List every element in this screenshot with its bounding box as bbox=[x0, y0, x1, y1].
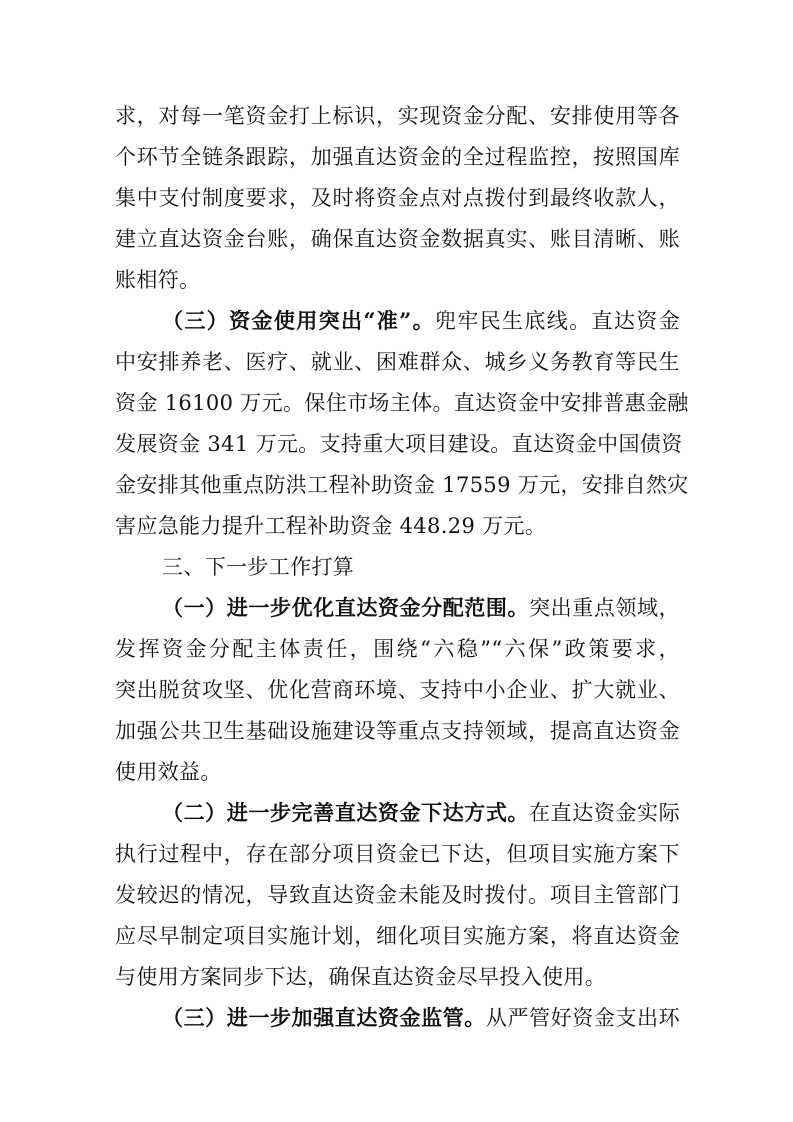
body-line: 中安排养老、医疗、就业、困难群众、城乡义务教育等民生 bbox=[115, 350, 680, 374]
subsection-heading: （二）进一步完善直达资金下达方式。 bbox=[162, 800, 530, 825]
body-line: 建立直达资金台账，确保直达资金数据真实、账目清晰、账 bbox=[115, 227, 680, 251]
body-line: 账相符。 bbox=[115, 268, 201, 292]
body-line: 集中支付制度要求，及时将资金点对点拨付到最终收款人， bbox=[115, 186, 680, 210]
subsection-heading: （三）进一步加强直达资金监管。 bbox=[162, 1005, 486, 1030]
body-line: 资金 16100 万元。保住市场主体。直达资金中安排普惠金融 bbox=[115, 391, 689, 415]
body-line: 发展资金 341 万元。支持重大项目建设。直达资金中国债资 bbox=[115, 432, 683, 456]
body-line: 个环节全链条跟踪，加强直达资金的全过程监控，按照国库 bbox=[115, 145, 680, 169]
body-line: 使用效益。 bbox=[115, 760, 222, 784]
body-line: 与使用方案同步下达，确保直达资金尽早投入使用。 bbox=[115, 965, 607, 989]
subsection-line: （二）进一步完善直达资金下达方式。在直达资金实际 bbox=[162, 800, 681, 825]
body-line: 应尽早制定项目实施计划，细化项目实施方案，将直达资金 bbox=[115, 924, 680, 948]
section-heading: 三、下一步工作打算 bbox=[162, 555, 355, 579]
body-line: 求，对每一笔资金打上标识，实现资金分配、安排使用等各 bbox=[115, 104, 680, 128]
body-line: 突出脱贫攻坚、优化营商环境、支持中小企业、扩大就业、 bbox=[115, 678, 680, 702]
subsection-line: （三）资金使用突出“准”。兜牢民生底线。直达资金 bbox=[162, 308, 680, 333]
body-line: 发挥资金分配主体责任，围绕“六稳”“六保”政策要求， bbox=[115, 637, 680, 661]
body-line: 金安排其他重点防洪工程补助资金 17559 万元，安排自然灾 bbox=[115, 473, 689, 497]
subsection-line: （一）进一步优化直达资金分配范围。突出重点领域， bbox=[162, 595, 681, 620]
subsection-heading: （一）进一步优化直达资金分配范围。 bbox=[162, 595, 530, 620]
body-line: 执行过程中，存在部分项目资金已下达，但项目实施方案下 bbox=[115, 842, 680, 866]
body-line: 发较迟的情况，导致直达资金未能及时拨付。项目主管部门 bbox=[115, 883, 680, 907]
subsection-line: （三）进一步加强直达资金监管。从严管好资金支出环 bbox=[162, 1005, 681, 1030]
subsection-heading: （三）资金使用突出“准”。 bbox=[162, 308, 435, 333]
body-line: 害应急能力提升工程补助资金 448.29 万元。 bbox=[115, 514, 547, 538]
body-line: 加强公共卫生基础设施建设等重点支持领域，提高直达资金 bbox=[115, 719, 680, 743]
